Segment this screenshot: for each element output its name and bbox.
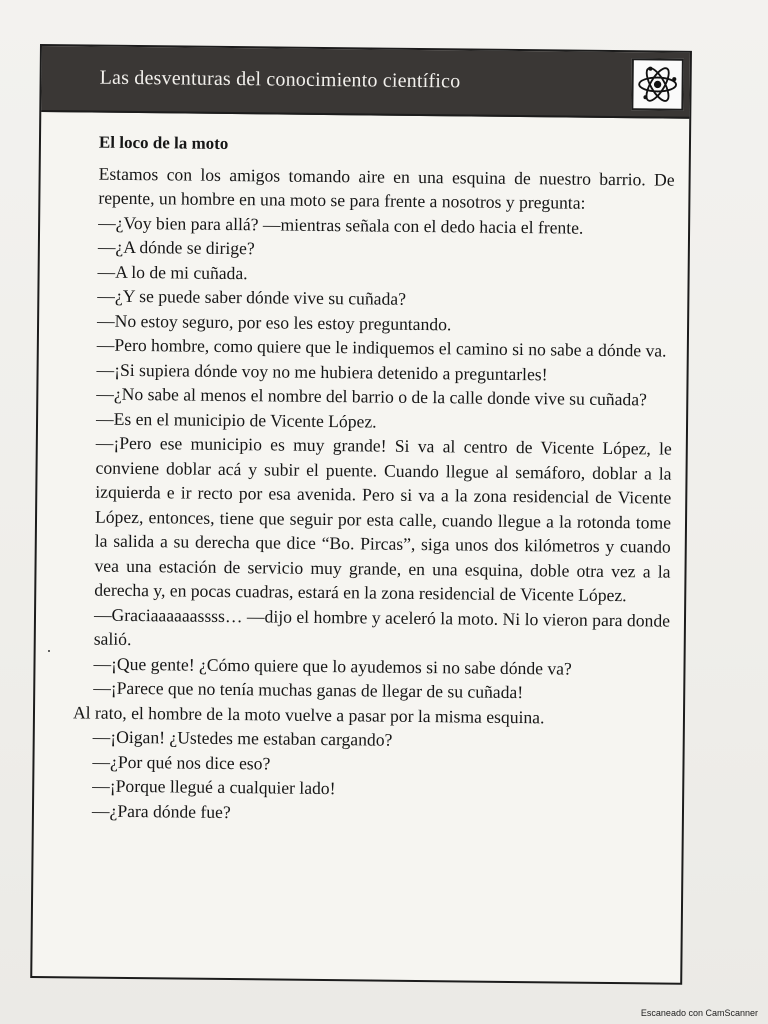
scanner-watermark: Escaneado con CamScanner [640, 1008, 758, 1018]
header-title: Las desventuras del conocimiento científico [99, 66, 461, 93]
dialogue-line: —Pero hombre, como quiere que le indiquemos el camino si no sabe a dónde va. [96, 334, 667, 361]
dialogue-line: —Graciaaaaaassss… —dijo el hombre y aceleró la moto. Ni lo vieron para donde salió. [93, 604, 671, 649]
story-content [72, 130, 675, 828]
story-paragraph: Estamos con los amigos tomando aire en una esquina de nuestro barrio. De repente, un hombre en una moto se para frente a nosotros y pregunta: [98, 163, 675, 213]
dialogue-line: —¿A dónde se dirige? [97, 236, 255, 259]
section-header [41, 46, 690, 119]
dialogue-line: —Es en el municipio de Vicente López. [95, 408, 377, 432]
dialogue-line: —¡Oigan! ¿Ustedes me estaban cargando? [92, 726, 393, 750]
dialogue-line: —¿Para dónde fue? [91, 800, 231, 822]
dialogue-line: —¿No sabe al menos el nombre del barrio o de la calle donde vive su cuñada? [96, 383, 647, 410]
dialogue-line: —¡Que gente! ¿Cómo quiere que lo ayudemos si no sabe dónde va? [93, 653, 572, 679]
dialogue-line: —¿Voy bien para allá? —mientras señala con el dedo hacia el frente. [98, 212, 584, 238]
atom-icon [631, 58, 684, 111]
dialogue-line: —¡Porque llegué a cualquier lado! [92, 775, 336, 799]
document-sheet [30, 44, 692, 985]
story-paragraph: Al rato, el hombre de la moto vuelve a pasar por la misma esquina. [72, 701, 545, 727]
dialogue-line: —¿Y se puede saber dónde vive su cuñada? [97, 285, 407, 309]
dialogue-line: —¡Si supiera dónde voy no me hubiera detenido a preguntarles! [96, 359, 548, 384]
dialogue-line: —¿Por qué nos dice eso? [92, 751, 271, 773]
dialogue-line: —¡Parece que no tenía muchas ganas de llegar de su cuñada! [93, 677, 524, 703]
story-title: El loco de la moto [98, 132, 229, 153]
dialogue-line: —No estoy seguro, por eso les estoy preguntando. [97, 310, 452, 334]
dialogue-line: —A lo de mi cuñada. [97, 261, 248, 283]
dialogue-line: —¡Pero ese municipio es muy grande! Si va al centro de Vicente López, le conviene doblar acá y subir el puente. Cuando llegue al semáforo, doblar a la izquierda e ir recto por esa avenida. Pero si va a la zona residencial de Vicente López, entonces, tiene que seguir por esta calle, cuando llegue a la rotonda tome la salida a su derecha que dice “Bo. Pircas”, siga unos dos kilómetros y cuando vea una estación de servicio muy grande, en una esquina, doble otra vez a la derecha y, en pocas cuadras, estará en la zona residencial de Vicente López. [94, 432, 672, 606]
scan-speck [48, 650, 50, 652]
